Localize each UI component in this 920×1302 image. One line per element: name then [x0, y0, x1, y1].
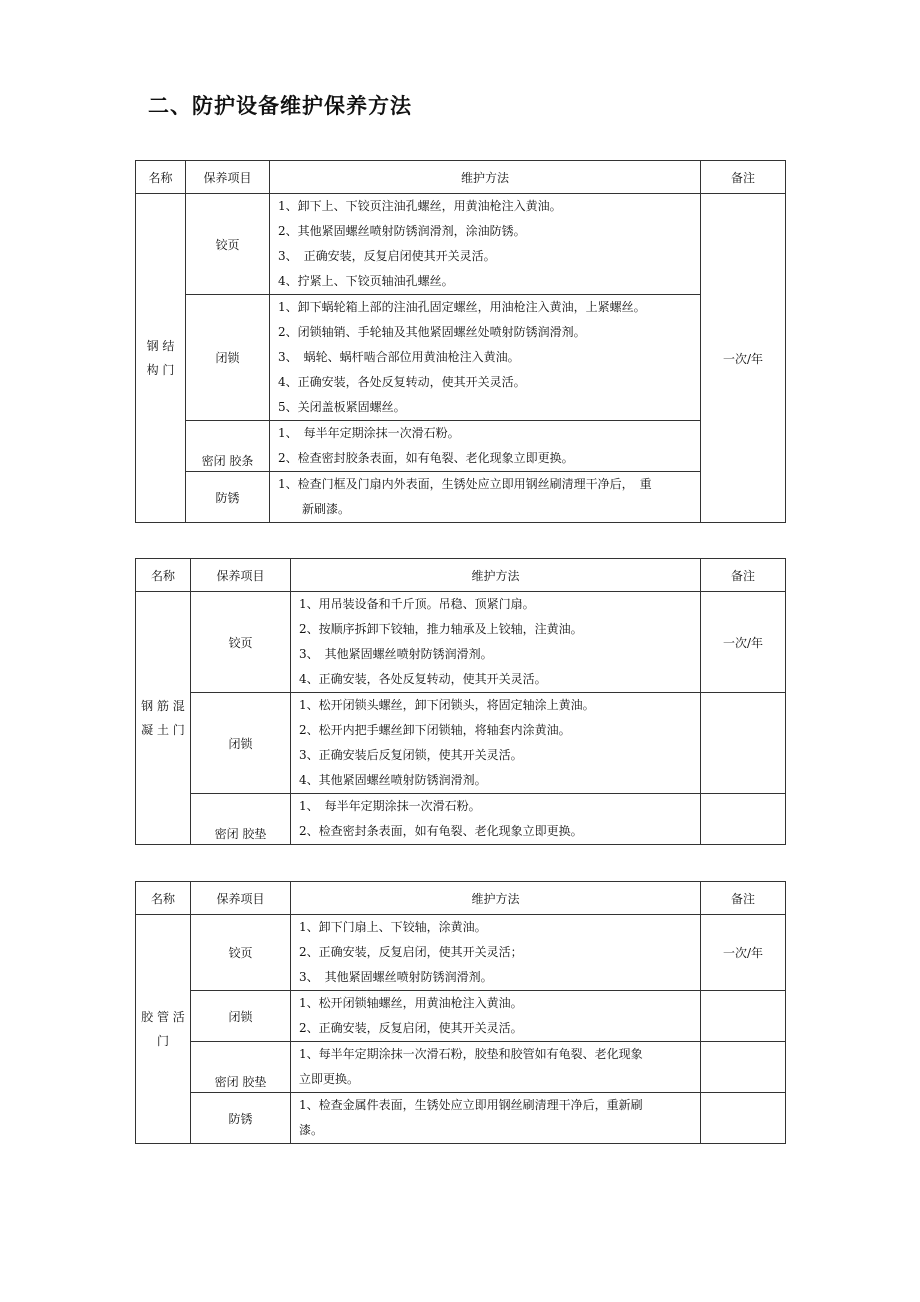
method-cell — [291, 1093, 701, 1144]
item-cell: 闭锁 — [191, 693, 291, 794]
table-row — [136, 421, 786, 472]
header-name: 名称 — [136, 882, 191, 915]
door-type-line: 钢 结 — [146, 339, 175, 353]
header-item: 保养项目 — [186, 161, 270, 194]
table-row — [136, 1042, 786, 1093]
header-note: 备注 — [701, 882, 786, 915]
item-cell: 密闭 胶条 — [186, 421, 270, 472]
method-cell — [291, 592, 701, 693]
table-row — [136, 472, 786, 523]
method-line: 1、卸下上、下铰页注油孔螺丝，用黄油枪注入黄油。 — [278, 199, 562, 213]
page-title: 二、防护设备维护保养方法 — [148, 94, 412, 118]
method-line: 2、按顺序拆卸下铰轴，推力轴承及上铰轴，注黄油。 — [299, 622, 583, 636]
method-line: 3、 蜗轮、蜗杆啮合部位用黄油枪注入黄油。 — [278, 350, 520, 364]
door-type-line: 构 门 — [146, 363, 175, 377]
method-line: 1、 每半年定期涂抹一次滑石粉。 — [299, 799, 481, 813]
method-line: 4、正确安装，各处反复转动，使其开关灵活。 — [278, 375, 526, 389]
item-cell: 密闭 胶垫 — [191, 1042, 291, 1093]
method-line: 3、 正确安装，反复启闭使其开关灵活。 — [278, 249, 496, 263]
method-line: 3、正确安装后反复闭锁，使其开关灵活。 — [299, 748, 523, 762]
header-name: 名称 — [136, 559, 191, 592]
table-row — [136, 991, 786, 1042]
method-line: 1、卸下门扇上、下铰轴，涂黄油。 — [299, 920, 487, 934]
door-type-cell — [136, 592, 191, 845]
note-cell-empty — [701, 693, 786, 794]
header-method: 维护方法 — [291, 559, 701, 592]
method-line: 新刷漆。 — [278, 502, 351, 516]
item-cell: 铰页 — [191, 592, 291, 693]
item-cell: 铰页 — [186, 194, 270, 295]
item-cell: 密闭 胶垫 — [191, 794, 291, 845]
method-cell — [291, 991, 701, 1042]
table-row — [136, 1093, 786, 1144]
note-cell: 一次/年 — [701, 194, 786, 523]
item-cell: 防锈 — [191, 1093, 291, 1144]
note-cell-empty — [701, 1093, 786, 1144]
table-header-row — [136, 559, 786, 592]
method-line: 1、 每半年定期涂抹一次滑石粉。 — [278, 426, 460, 440]
method-line: 2、检查密封条表面，如有龟裂、老化现象立即更换。 — [299, 824, 583, 838]
method-line: 4、正确安装，各处反复转动，使其开关灵活。 — [299, 672, 547, 686]
door-type-cell — [136, 915, 191, 1144]
door-type-line: 门 — [156, 1034, 169, 1048]
method-line: 2、正确安装，反复启闭，使其开关灵活； — [299, 945, 523, 959]
header-item: 保养项目 — [191, 559, 291, 592]
method-cell — [291, 915, 701, 991]
method-cell — [270, 295, 701, 421]
table-header-row — [136, 161, 786, 194]
method-line: 1、检查金属件表面，生锈处应立即用钢丝刷清理干净后，重新刷 — [299, 1098, 643, 1112]
header-note: 备注 — [701, 559, 786, 592]
table-row — [136, 693, 786, 794]
note-cell-empty — [701, 1042, 786, 1093]
table-header-row — [136, 882, 786, 915]
method-line: 1、松开闭锁头螺丝，卸下闭锁头，将固定轴涂上黄油。 — [299, 698, 595, 712]
note-cell-empty — [701, 991, 786, 1042]
note-cell: 一次/年 — [701, 592, 786, 693]
table-row — [136, 794, 786, 845]
table-row — [136, 592, 786, 693]
door-type-line: 凝 土 门 — [141, 723, 185, 737]
method-line: 4、其他紧固螺丝喷射防锈润滑剂。 — [299, 773, 487, 787]
method-line: 立即更换。 — [299, 1072, 360, 1086]
method-line: 1、松开闭锁轴螺丝，用黄油枪注入黄油。 — [299, 996, 523, 1010]
header-method: 维护方法 — [270, 161, 701, 194]
maintenance-table-hose-door — [135, 881, 786, 1144]
method-cell — [270, 472, 701, 523]
door-type-cell — [136, 194, 186, 523]
table-row — [136, 295, 786, 421]
method-line: 漆。 — [299, 1123, 324, 1137]
method-line: 2、正确安装，反复启闭，使其开关灵活。 — [299, 1021, 523, 1035]
method-line: 2、闭锁轴销、手轮轴及其他紧固螺丝处喷射防锈润滑剂。 — [278, 325, 586, 339]
table-row — [136, 194, 786, 295]
door-type-line: 胶 管 活 — [141, 1010, 185, 1024]
method-cell — [291, 693, 701, 794]
item-cell: 防锈 — [186, 472, 270, 523]
method-line: 3、 其他紧固螺丝喷射防锈润滑剂。 — [299, 647, 493, 661]
table-row — [136, 915, 786, 991]
method-line: 3、 其他紧固螺丝喷射防锈润滑剂。 — [299, 970, 493, 984]
door-type-line: 钢 筋 混 — [141, 699, 185, 713]
header-method: 维护方法 — [291, 882, 701, 915]
item-cell: 闭锁 — [186, 295, 270, 421]
header-item: 保养项目 — [191, 882, 291, 915]
method-cell — [270, 194, 701, 295]
method-line: 1、用吊装设备和千斤顶。吊稳、顶紧门扇。 — [299, 597, 535, 611]
method-line: 2、松开内把手螺丝卸下闭锁轴，将轴套内涂黄油。 — [299, 723, 571, 737]
method-line: 5、关闭盖板紧固螺丝。 — [278, 400, 406, 414]
method-line: 1、检查门框及门扇内外表面，生锈处应立即用钢丝刷清理干净后， 重 — [278, 477, 652, 491]
method-line: 2、其他紧固螺丝喷射防锈润滑剂，涂油防锈。 — [278, 224, 526, 238]
method-cell — [291, 794, 701, 845]
note-cell: 一次/年 — [701, 915, 786, 991]
method-line: 4、拧紧上、下铰页轴油孔螺丝。 — [278, 274, 454, 288]
item-cell: 闭锁 — [191, 991, 291, 1042]
method-cell — [291, 1042, 701, 1093]
note-cell-empty — [701, 794, 786, 845]
method-line: 1、每半年定期涂抹一次滑石粉，胶垫和胶管如有龟裂、老化现象 — [299, 1047, 643, 1061]
method-line: 2、检查密封胶条表面，如有龟裂、老化现象立即更换。 — [278, 451, 574, 465]
item-cell: 铰页 — [191, 915, 291, 991]
header-note: 备注 — [701, 161, 786, 194]
method-cell — [270, 421, 701, 472]
header-name: 名称 — [136, 161, 186, 194]
maintenance-table-steel-door — [135, 160, 786, 523]
method-line: 1、卸下蜗轮箱上部的注油孔固定螺丝，用油枪注入黄油，上紧螺丝。 — [278, 300, 646, 314]
maintenance-table-concrete-door — [135, 558, 786, 845]
